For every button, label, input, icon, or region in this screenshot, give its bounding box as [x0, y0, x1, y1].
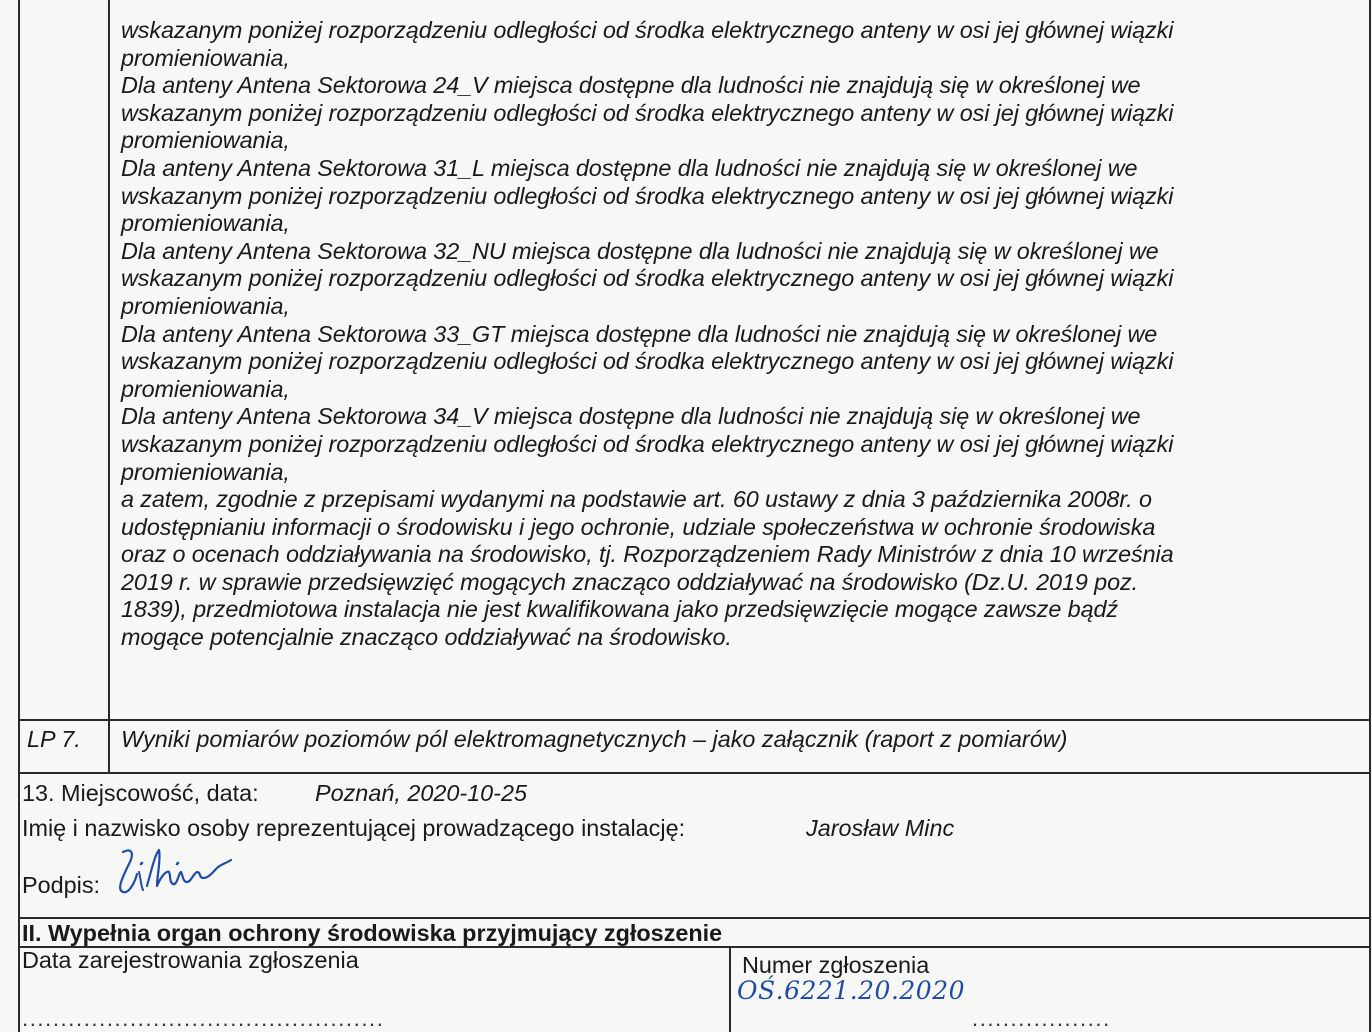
paragraph-line: Dla anteny Antena Sektorowa 32_NU miejsca dostępne dla ludności nie znajdują się w określonej we: [121, 237, 1159, 264]
paragraph-line: Dla anteny Antena Sektorowa 31_L miejsca dostępne dla ludności nie znajdują się w określonej we: [121, 154, 1138, 181]
paragraph-line: promieniowania,: [121, 292, 290, 319]
paragraph-line: a zatem, zgodnie z przepisami wydanymi na podstawie art. 60 ustawy z dnia 3 października 2008r. o: [121, 486, 1152, 513]
paragraph-line: wskazanym poniżej rozporządzeniu odległości od środka elektrycznego anteny w osi jej głównej wiązki: [121, 182, 1174, 209]
handwritten-signature: [113, 842, 253, 900]
section2-title: II. Wypełnia organ ochrony środowiska przyjmujący zgłoszenie: [22, 920, 723, 946]
lp7-label: LP 7.: [27, 726, 81, 752]
paragraph-line: 2019 r. w sprawie przedsięwzięć mogących znacząco oddziaływać na środowisko (Dz.U. 2019 poz.: [121, 568, 1138, 595]
paragraph-line: wskazanym poniżej rozporządzeniu odległości od środka elektrycznego anteny w osi jej głównej wiązki: [121, 99, 1174, 126]
section2-column-divider: [729, 946, 731, 1032]
paragraph-line: promieniowania,: [121, 210, 290, 237]
paragraph-line: Dla anteny Antena Sektorowa 33_GT miejsca dostępne dla ludności nie znajdują się w określonej we: [121, 320, 1158, 347]
lp-column-divider: [108, 0, 110, 773]
paragraph-line: wskazanym poniżej rozporządzeniu odległości od środka elektrycznego anteny w osi jej głównej wiązki: [121, 348, 1174, 375]
paragraph-line: mogące potencjalnie znacząco oddziaływać na środowisko.: [121, 624, 732, 651]
paragraph-line: wskazanym poniżej rozporządzeniu odległości od środka elektrycznego anteny w osi jej głównej wiązki: [121, 17, 1174, 43]
paragraph-line: Dla anteny Antena Sektorowa 34_V miejsca dostępne dla ludności nie znajdują się w określonej we: [121, 403, 1141, 430]
representative-label: Imię i nazwisko osoby reprezentującej prowadzącego instalację:: [22, 815, 686, 841]
submission-number-dots: ..................: [972, 1006, 1111, 1031]
paragraph-line: wskazanym poniżej rozporządzeniu odległości od środka elektrycznego anteny w osi jej głównej wiązki: [121, 265, 1174, 292]
paragraph-line: promieniowania,: [121, 375, 290, 402]
submission-number-label: Numer zgłoszenia: [742, 952, 930, 978]
registration-date-label: Data zarejestrowania zgłoszenia: [22, 947, 359, 973]
row-divider-lp7-top: [18, 719, 1371, 721]
place-date-value: Poznań, 2020-10-25: [315, 780, 527, 806]
paragraph-line: 1839), przedmiotowa instalacja nie jest kwalifikowana jako przedsięwzięcie mogące zawsze bądź: [121, 596, 1119, 623]
paragraph-line: udostępnianiu informacji o środowisku i jego ochronie, udziale społeczeństwa w ochronie środowiska: [121, 513, 1156, 540]
table-left-border: [18, 0, 20, 1032]
paragraph-line: promieniowania,: [121, 44, 290, 71]
registration-date-field: ...............................................: [22, 1006, 385, 1031]
table-right-border: [1369, 0, 1371, 1032]
signature-label: Podpis:: [22, 872, 101, 898]
row-divider-section2-top: [18, 917, 1371, 919]
row-divider-lp7-bottom: [18, 772, 1371, 774]
paragraph-line: wskazanym poniżej rozporządzeniu odległości od środka elektrycznego anteny w osi jej głównej wiązki: [121, 430, 1174, 457]
paragraph-line: oraz o ocenach oddziaływania na środowisko, tj. Rozporządzeniem Rady Ministrów z dnia 10 września: [121, 541, 1174, 568]
lp7-text: Wyniki pomiarów poziomów pól elektromagnetycznych – jako załącznik (raport z pomiarów): [121, 726, 1068, 752]
representative-name: Jarosław Minc: [806, 815, 955, 841]
place-date-label: 13. Miejscowość, data:: [22, 780, 259, 806]
paragraph-line: promieniowania,: [121, 458, 290, 485]
submission-number-handwritten: OŚ.6221.20.2020: [737, 976, 966, 1005]
paragraph-line: promieniowania,: [121, 127, 290, 154]
antenna-statement-paragraph: [121, 17, 1351, 652]
paragraph-line: Dla anteny Antena Sektorowa 24_V miejsca dostępne dla ludności nie znajdują się w określonej we: [121, 72, 1141, 99]
